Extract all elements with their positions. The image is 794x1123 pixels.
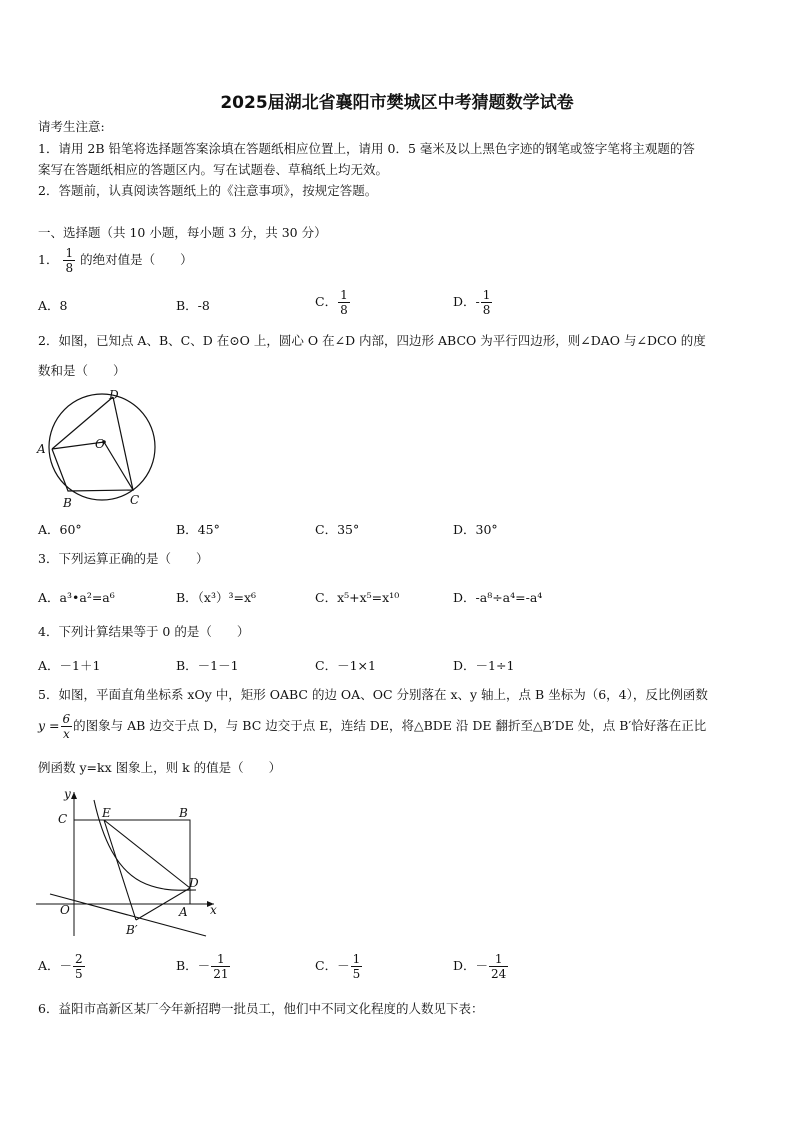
- coordinate-figure: [36, 786, 226, 942]
- label-d: D: [189, 876, 199, 890]
- q4-option-c: C．－1×1: [315, 658, 376, 673]
- label-c: C: [58, 812, 68, 826]
- q5-option-a: A．－ $\frac{2}{5}$: [38, 952, 83, 981]
- question-2-line-2: 数和是（ ）: [38, 363, 126, 378]
- question-4: 4．下列计算结果等于 0 的是（ ）: [38, 624, 250, 639]
- q1-option-a: A．8: [38, 298, 68, 313]
- section-heading: 一、选择题（共 10 小题，每小题 3 分，共 30 分）: [38, 225, 327, 240]
- q4-option-a: A．－1＋1: [38, 658, 101, 673]
- question-1: [38, 246, 193, 275]
- notice-heading: 请考生注意:: [38, 119, 105, 134]
- label-e: E: [102, 806, 111, 820]
- question-5-line-3: 例函数 y=kx 图象上，则 k 的值是（ ）: [38, 760, 282, 775]
- circle-figure: [34, 386, 164, 510]
- label-d: D: [109, 388, 119, 402]
- q5-option-c: C．－ $\frac{1}{5}$: [315, 952, 361, 981]
- fraction: $\frac{1}{8}$: [65, 246, 74, 275]
- q5-option-d: D．－ $\frac{1}{24}$: [453, 952, 507, 981]
- question-stem: 的绝对值是（ ）: [80, 252, 193, 267]
- notice-item-1-cont: 案写在答题纸相应的答题区内。写在试题卷、草稿纸上均无效。: [38, 162, 389, 177]
- label-b-prime: B′: [126, 923, 138, 937]
- question-5-line-1: 5．如图，平面直角坐标系 xOy 中，矩形 OABC 的边 OA、OC 分别落在 x、y 轴上，点 B 坐标为（6，4），反比例函数: [38, 687, 708, 702]
- function-y: y =: [38, 718, 60, 733]
- q3-option-a: A．a³•a²=a⁶: [38, 590, 115, 605]
- label-c: C: [130, 493, 140, 507]
- notice-item-1: 1．请用 2B 铅笔将选择题答案涂填在答题纸相应位置上，请用 0．5 毫米及以上黑色字迹的钢笔或签字笔将主观题的答: [38, 141, 695, 156]
- question-5-line-2: y = $\frac{6}{x}$ 的图象与 AB 边交于点 D，与 BC 边交于点 E，连结 DE，将△BDE 沿 DE 翻折至△B′DE 处，点 B′恰好落在正比: [38, 712, 707, 741]
- q5-option-b: B．－ $\frac{1}{21}$: [176, 952, 229, 981]
- q2-option-b: B．45°: [176, 522, 220, 537]
- q3-option-c: C．x⁵+x⁵=x¹⁰: [315, 590, 400, 605]
- q3-option-d: D．-a⁸÷a⁴=-a⁴: [453, 590, 543, 605]
- q2-option-d: D．30°: [453, 522, 498, 537]
- label-a: A: [179, 905, 188, 919]
- notice-item-2: 2．答题前，认真阅读答题纸上的《注意事项》，按规定答题。: [38, 183, 378, 198]
- question-2-line-1: 2．如图，已知点 A、B、C、D 在⊙O 上，圆心 O 在∠D 内部，四边形 ABCO 为平行四边形，则∠DAO 与∠DCO 的度: [38, 333, 706, 348]
- label-a: A: [37, 442, 46, 456]
- axis-x-label: x: [210, 903, 217, 917]
- exam-title: 2025届湖北省襄阳市樊城区中考猜题数学试卷: [220, 93, 574, 113]
- q1-option-c: C． $\frac{1}{8}$: [315, 288, 348, 317]
- q4-option-b: B．－1－1: [176, 658, 239, 673]
- question-6: 6．益阳市高新区某厂今年新招聘一批员工，他们中不同文化程度的人数见下表：: [38, 1001, 484, 1016]
- q2-option-c: C．35°: [315, 522, 360, 537]
- fraction: $\frac{6}{x}$: [62, 712, 71, 741]
- label-o: O: [95, 437, 105, 451]
- axis-y-label: y: [64, 787, 71, 801]
- label-b: B: [63, 496, 72, 510]
- label-o: O: [60, 903, 70, 917]
- question-number: 1．: [38, 252, 59, 267]
- q4-option-d: D．－1÷1: [453, 658, 515, 673]
- q3-option-b: B．（x³）³=x⁶: [176, 590, 257, 605]
- question-3: 3．下列运算正确的是（ ）: [38, 551, 209, 566]
- q2-option-a: A．60°: [38, 522, 82, 537]
- label-b: B: [179, 806, 188, 820]
- q1-option-d: D．- $\frac{1}{8}$: [453, 288, 491, 317]
- q1-option-b: B．-8: [176, 298, 210, 313]
